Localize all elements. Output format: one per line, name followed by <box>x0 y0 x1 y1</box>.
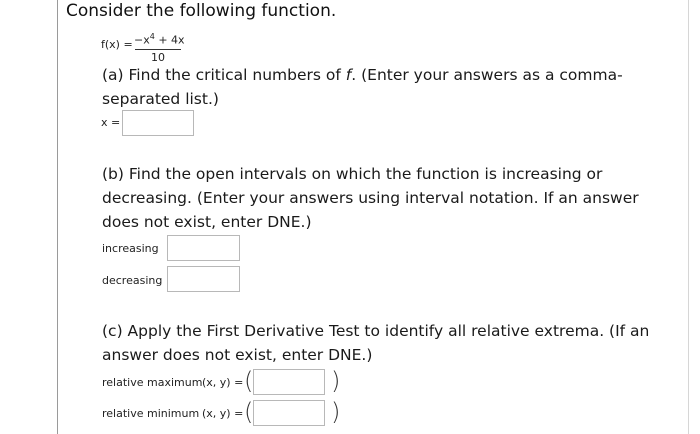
numerator-term-b: + 4x <box>154 33 185 47</box>
part-a-prompt-pre: (a) Find the critical numbers of <box>102 66 346 84</box>
increasing-input[interactable] <box>167 235 240 261</box>
relative-minimum-input[interactable] <box>253 400 325 426</box>
part-a-prompt-var: f <box>345 66 352 84</box>
part-c-prompt: (c) Apply the First Derivative Test to identify all relative extrema. (If an answer does not exist, enter DNE.) <box>102 322 650 364</box>
critical-numbers-input[interactable] <box>122 110 194 136</box>
function-lhs: f(x) = <box>101 38 133 51</box>
panel-right-border <box>688 0 689 434</box>
function-numerator <box>134 31 185 49</box>
decreasing-input[interactable] <box>167 266 240 292</box>
numerator-exponent: 4 <box>149 32 155 41</box>
relative-minimum-coord-label: (x, y) = <box>202 407 244 420</box>
function-denominator: 10 <box>151 50 165 64</box>
part-a-label: x = <box>101 116 121 129</box>
panel-left-border <box>57 0 58 434</box>
relative-minimum-open-paren: ( <box>244 398 254 426</box>
part-a-prompt-post: . (Enter your answers as a comma-separated list.) <box>102 66 623 108</box>
relative-minimum-close-paren: ) <box>331 398 341 426</box>
relative-maximum-open-paren: ( <box>244 367 254 395</box>
decreasing-label: decreasing <box>102 274 163 287</box>
relative-minimum-label: relative minimum <box>102 407 200 420</box>
part-a-prompt <box>102 63 672 111</box>
relative-maximum-input[interactable] <box>253 369 325 395</box>
part-b-prompt: (b) Find the open intervals on which the function is increasing or decreasing. (Enter your answers using interval notation. If an answer does not exist, enter DNE.) <box>102 165 639 231</box>
numerator-term-a: −x <box>134 33 150 47</box>
relative-maximum-close-paren: ) <box>331 367 341 395</box>
relative-maximum-coord-label: (x, y) = <box>202 376 244 389</box>
increasing-label: increasing <box>102 242 159 255</box>
relative-maximum-label: relative maximum <box>102 376 203 389</box>
function-fraction <box>134 31 185 64</box>
question-heading: Consider the following function. <box>66 1 337 21</box>
